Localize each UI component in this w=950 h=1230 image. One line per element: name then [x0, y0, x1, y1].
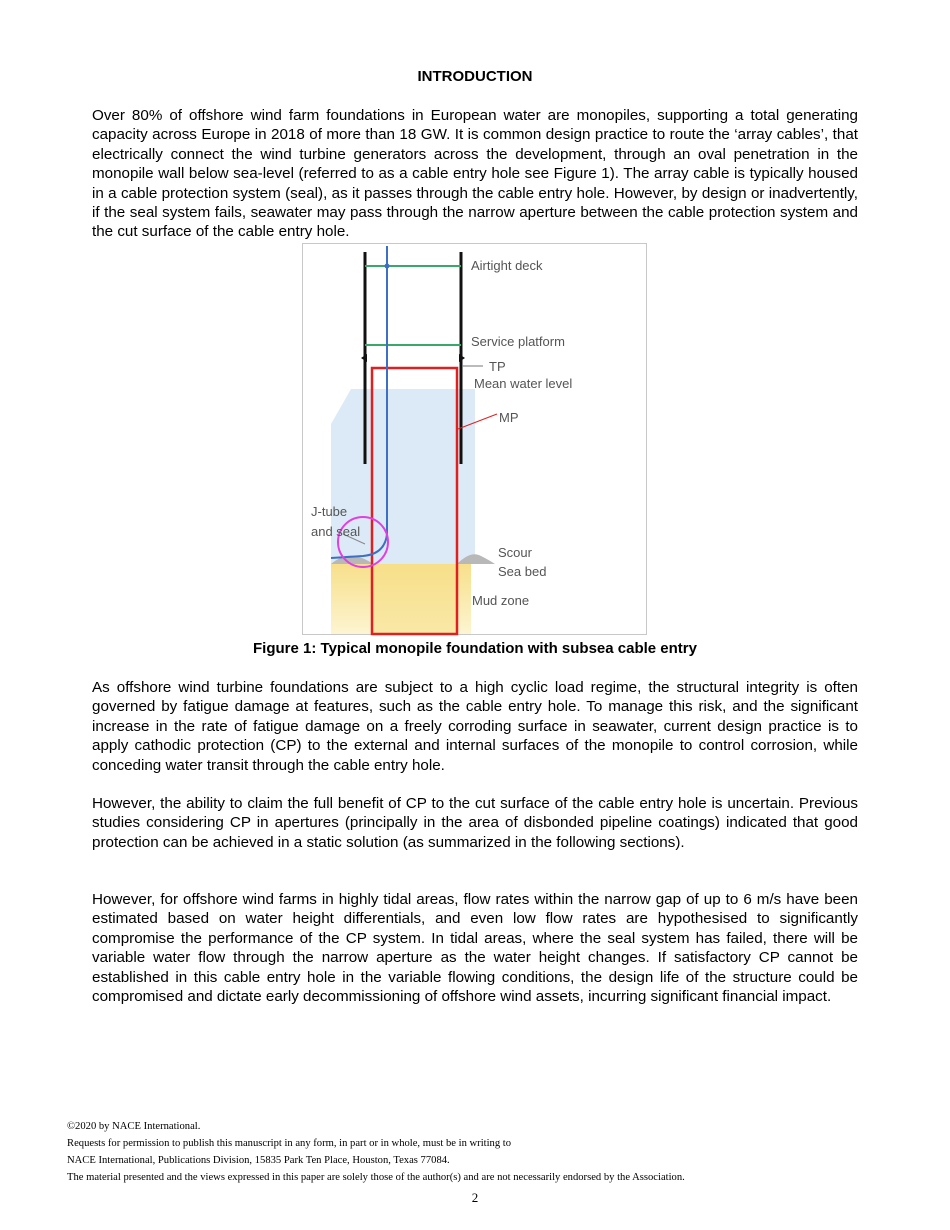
paragraph-cp-benefit: However, the ability to claim the full benefit of CP to the cut surface of the cable entry hole is uncertain. Previous studies considering CP in apertures (principally in the area of disbonded pipeline coatings) indicated that good protection can be achieved in a static solution (as summarized in the following sections).: [92, 795, 858, 851]
monopile-diagram: [303, 244, 648, 636]
label-mp: MP: [499, 410, 519, 425]
mud-zone-inside-pile: [373, 564, 457, 634]
footer-disclaimer: The material presented and the views expressed in this paper are solely those of the author(s) and are not necessarily endorsed by the Association.: [67, 1172, 685, 1183]
footer-copyright: ©2020 by NACE International.: [67, 1121, 201, 1132]
footer-permission-2: NACE International, Publications Division, 15835 Park Ten Place, Houston, Texas 77084.: [67, 1155, 450, 1166]
label-sea-bed: Sea bed: [498, 564, 547, 579]
section-heading: INTRODUCTION: [417, 68, 533, 85]
label-scour: Scour: [498, 545, 532, 560]
paragraph-tidal-flow: However, for offshore wind farms in highly tidal areas, flow rates within the narrow gap of up to 6 m/s have been estimated based on water height differentials, and even low flow rates are hypothesised to significantly compromise the performance of the CP system. In tidal areas, where the seal system has failed, there will be variable water flow through the narrow aperture as the water height changes. If satisfactory CP cannot be established in this cable entry hole in the variable flowing conditions, the design life of the structure could be compromised and dictate early decommissioning of offshore wind assets, incurring significant financial impact.: [92, 891, 858, 1006]
label-service-platform: Service platform: [471, 334, 565, 349]
paragraph-fatigue: As offshore wind turbine foundations are subject to a high cyclic load regime, the structural integrity is often governed by fatigue damage at features, such as the cable entry hole. To manage this risk, and the significant increase in the rate of fatigue damage on a freely corroding surface in seawater, current design practice is to apply cathodic protection (CP) to the external and internal surfaces of the monopile to control corrosion, while conceding water transit through the cable entry hole.: [92, 679, 858, 774]
label-mean-water-level: Mean water level: [474, 376, 573, 391]
label-and-seal: and seal: [311, 524, 361, 539]
label-mud-zone: Mud zone: [472, 593, 530, 608]
footer-permission-1: Requests for permission to publish this manuscript in any form, in part or in whole, must be in writing to: [67, 1138, 512, 1149]
label-airtight-deck: Airtight deck: [471, 258, 543, 273]
page-number: 2: [471, 1190, 479, 1205]
figure-caption: Figure 1: Typical monopile foundation with subsea cable entry: [253, 640, 697, 657]
paragraph-intro: Over 80% of offshore wind farm foundations in European water are monopiles, supporting a total generating capacity across Europe in 2018 of more than 18 GW. It is common design practice to route the ‘array cables’, that electrically connect the wind turbine generators across the development, through an oval penetration in the monopile wall below sea-level (referred to as a cable entry hole see Figure 1). The array cable is typically housed in a cable protection system (seal), as it passes through the cable entry hole. However, by design or inadvertently, if the seal system fails, seawater may pass through the narrow aperture between the cable protection system and the cut surface of the cable entry hole.: [92, 107, 858, 241]
figure-monopile-diagram: [302, 243, 647, 635]
cable-top-node: [385, 264, 390, 269]
label-jtube: J-tube: [311, 504, 348, 519]
label-tp: TP: [489, 359, 506, 374]
